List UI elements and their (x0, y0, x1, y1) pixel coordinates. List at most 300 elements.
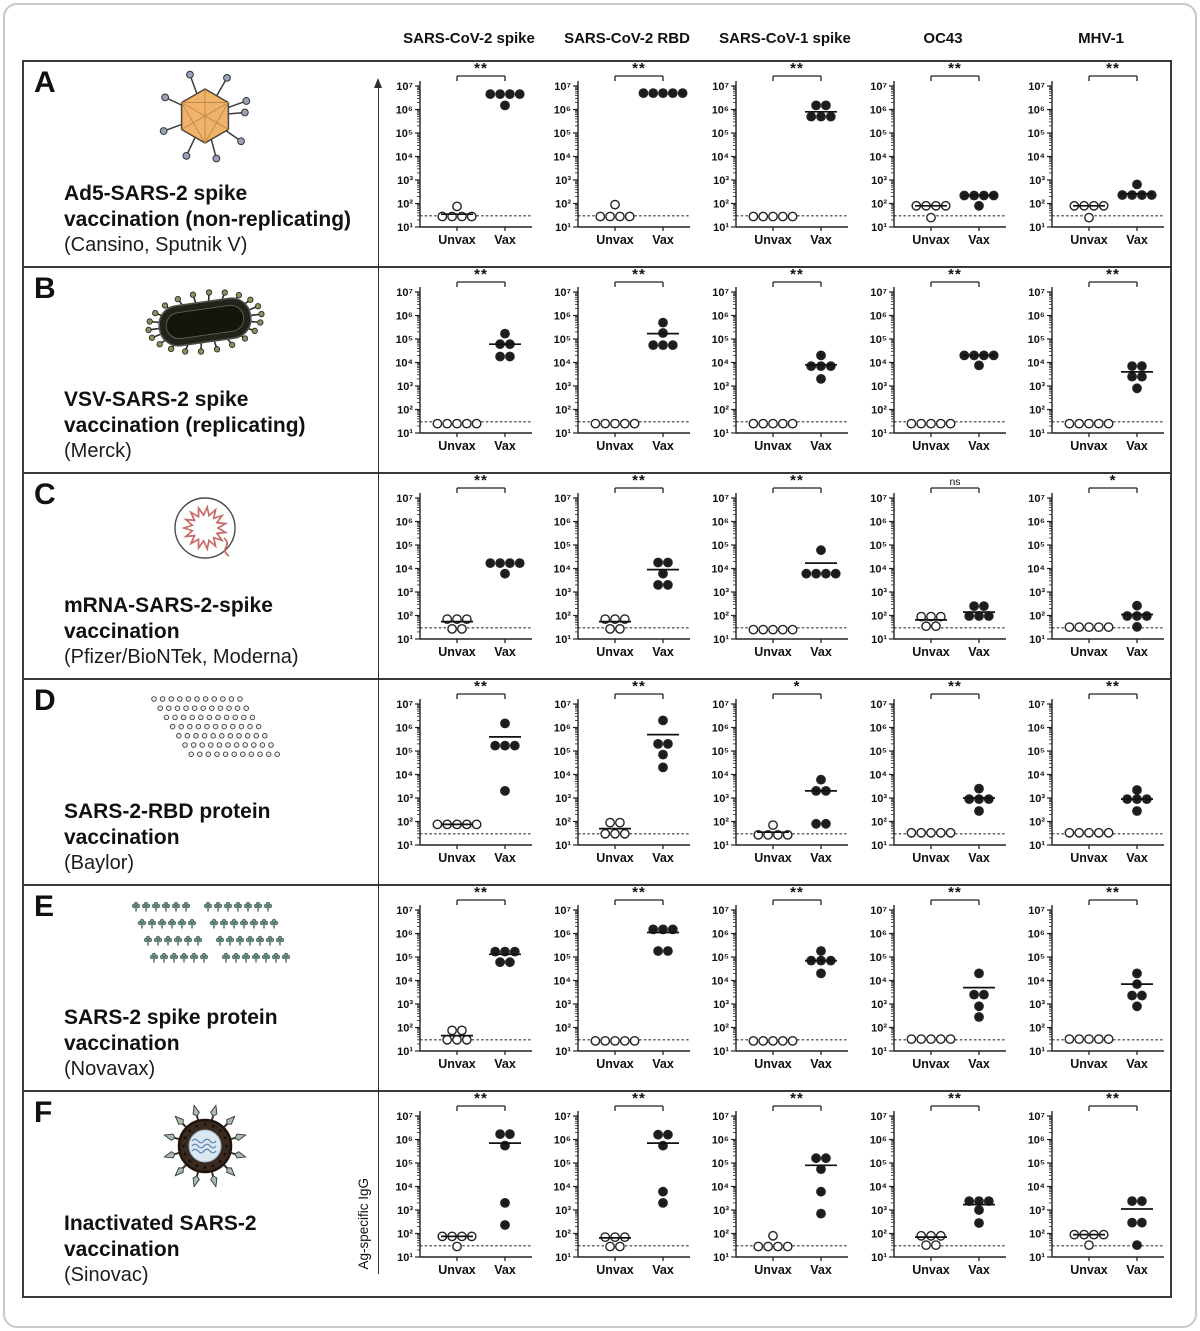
x-tick-label: Unvax (438, 233, 476, 247)
y-tick-label: 10² (555, 610, 571, 623)
corona-spike-head (164, 1152, 175, 1158)
x-tick-label: Unvax (596, 851, 634, 865)
scatter-plot-svg (1012, 62, 1170, 264)
data-point-unvax (606, 1242, 614, 1250)
scatter-plot-svg (854, 886, 1012, 1088)
scatter-plot (696, 1092, 854, 1294)
data-point-unvax (1095, 623, 1103, 631)
data-point-unvax (463, 1036, 471, 1044)
y-tick-label: 10⁷ (396, 80, 413, 93)
data-point-vax (654, 558, 662, 566)
envelope-dot (184, 1153, 187, 1156)
envelope-dot (225, 1145, 228, 1148)
data-point-vax (817, 947, 825, 955)
spike-head (152, 953, 156, 957)
scatter-plot-svg (538, 1092, 696, 1294)
significance-label: ** (790, 62, 804, 77)
y-tick-label: 10⁴ (711, 975, 729, 988)
data-point-unvax (443, 419, 451, 427)
protein-dots-icon (120, 686, 290, 782)
spike-head (134, 902, 138, 906)
data-point-vax (1138, 372, 1146, 380)
spike-head (284, 953, 288, 957)
y-tick-label: 10⁵ (553, 1157, 571, 1170)
data-point-vax (975, 784, 983, 792)
data-point-unvax (611, 1037, 619, 1045)
spike-head (246, 902, 250, 906)
data-point-unvax (1085, 1241, 1093, 1249)
spike-head (218, 936, 222, 940)
spike-head (232, 919, 236, 923)
scatter-plot (380, 62, 538, 264)
panel-letter: E (34, 890, 55, 923)
data-point-unvax (788, 419, 796, 427)
data-point-vax (822, 820, 830, 828)
y-tick-label: 10¹ (555, 633, 571, 646)
data-point-unvax (907, 829, 915, 837)
spike-knob (229, 342, 235, 348)
x-tick-label: Unvax (1070, 851, 1108, 865)
data-point-vax (659, 763, 667, 771)
plots (380, 1092, 1170, 1296)
x-tick-label: Vax (810, 233, 832, 247)
data-point-vax (817, 546, 825, 554)
scatter-plot (854, 1092, 1012, 1294)
data-point-vax (669, 341, 677, 349)
significance-label: ** (474, 474, 488, 489)
data-point-vax (822, 101, 830, 109)
protein-dot (243, 743, 248, 748)
y-tick-label: 10⁵ (395, 127, 413, 140)
data-point-unvax (1065, 419, 1073, 427)
data-point-unvax (1075, 1035, 1083, 1043)
data-point-vax (1133, 602, 1141, 610)
y-tick-label: 10⁴ (395, 1181, 413, 1194)
envelope-dot (195, 1165, 198, 1168)
vaccine-title (64, 387, 306, 440)
scatter-plot (854, 680, 1012, 882)
vaccine-manufacturer: (Baylor) (64, 852, 135, 874)
protein-dot (245, 734, 250, 739)
data-point-unvax (1095, 829, 1103, 837)
data-point-unvax (453, 419, 461, 427)
column-header: OC43 (923, 30, 963, 47)
y-tick-label: 10⁶ (395, 310, 413, 323)
data-point-unvax (630, 419, 638, 427)
data-point-vax (1148, 191, 1156, 199)
spike-head (242, 919, 246, 923)
fiber-knob (162, 94, 169, 101)
figure-box (22, 60, 1172, 1298)
scatter-plot (380, 1092, 538, 1294)
protein-dot (250, 715, 255, 720)
x-tick-label: Vax (968, 645, 990, 659)
data-point-unvax (621, 1037, 629, 1045)
data-point-unvax (932, 622, 940, 630)
data-point-vax (975, 612, 983, 620)
fiber-knob (243, 98, 250, 105)
significance-label: ** (948, 62, 962, 77)
y-tick-label: 10⁴ (1027, 769, 1045, 782)
protein-dot (232, 752, 237, 757)
y-tick-label: 10¹ (397, 839, 413, 852)
x-tick-label: Vax (1126, 1263, 1148, 1277)
corona-spike-head (211, 1176, 217, 1187)
y-tick-label: 10¹ (555, 1251, 571, 1264)
scatter-plot (696, 474, 854, 676)
y-tick-label: 10¹ (1029, 633, 1045, 646)
y-tick-label: 10⁵ (711, 333, 729, 346)
scatter-plot-svg (1012, 680, 1170, 882)
y-tick-label: 10² (1029, 1228, 1045, 1241)
protein-dot (213, 724, 218, 729)
data-point-vax (506, 958, 514, 966)
significance-label: ** (474, 680, 488, 695)
y-tick-label: 10³ (713, 586, 729, 599)
y-tick-label: 10⁵ (553, 951, 571, 964)
y-tick-label: 10⁴ (869, 1181, 887, 1194)
data-point-vax (1133, 969, 1141, 977)
protein-dot (198, 752, 203, 757)
data-point-vax (970, 990, 978, 998)
y-tick-label: 10⁷ (554, 286, 571, 299)
y-tick-label: 10⁶ (553, 928, 571, 941)
x-tick-label: Vax (810, 439, 832, 453)
y-tick-label: 10⁴ (711, 563, 729, 576)
y-tick-label: 10⁴ (869, 563, 887, 576)
envelope-dot (195, 1125, 198, 1128)
fiber-knob (224, 74, 231, 81)
significance-label: ** (632, 1092, 646, 1107)
x-tick-label: Vax (494, 1057, 516, 1071)
plots (380, 62, 1170, 266)
data-point-vax (1128, 991, 1136, 999)
protein-dot (229, 697, 234, 702)
scatter-plot-svg (380, 680, 538, 882)
data-point-unvax (927, 829, 935, 837)
data-point-vax (980, 602, 988, 610)
data-point-vax (664, 947, 672, 955)
protein-dot (164, 715, 169, 720)
scatter-plot-svg (538, 886, 696, 1088)
data-point-vax (985, 795, 993, 803)
y-tick-label: 10⁵ (1027, 333, 1045, 346)
data-point-vax (812, 820, 820, 828)
spike-knob (252, 328, 258, 334)
data-point-unvax (1075, 419, 1083, 427)
protein-dot (190, 715, 195, 720)
data-point-vax (1133, 180, 1141, 188)
y-tick-label: 10⁷ (554, 492, 571, 505)
scatter-plot (854, 474, 1012, 676)
vaccine-title-line: Ad5-SARS-2 spike (64, 181, 248, 205)
data-point-unvax (1085, 1035, 1093, 1043)
scatter-plot (538, 268, 696, 470)
row-label-area (24, 886, 380, 1090)
significance-label: ** (632, 680, 646, 695)
y-tick-label: 10¹ (555, 1045, 571, 1058)
protein-dot (183, 743, 188, 748)
data-point-unvax (749, 625, 757, 633)
protein-dot (194, 734, 199, 739)
data-point-unvax (917, 829, 925, 837)
x-tick-label: Unvax (596, 645, 634, 659)
data-point-vax (516, 559, 524, 567)
data-point-unvax (611, 419, 619, 427)
spike-knob (222, 290, 228, 296)
data-point-vax (659, 570, 667, 578)
y-tick-label: 10¹ (713, 839, 729, 852)
protein-dot (266, 752, 271, 757)
y-tick-label: 10¹ (397, 221, 413, 234)
data-point-vax (486, 90, 494, 98)
scatter-plot (538, 886, 696, 1088)
y-tick-label: 10⁶ (1027, 104, 1045, 117)
envelope-dot (219, 1129, 222, 1132)
scatter-plot-svg (696, 268, 854, 470)
x-tick-label: Vax (652, 1263, 674, 1277)
significance-label: * (1109, 474, 1117, 489)
spike-head (234, 953, 238, 957)
y-tick-label: 10⁵ (869, 539, 887, 552)
data-point-unvax (932, 1241, 940, 1249)
vaccine-title-line: vaccination (64, 1237, 180, 1261)
data-point-vax (654, 947, 662, 955)
corona-spike-head (164, 1134, 175, 1140)
y-tick-label: 10³ (1029, 792, 1045, 805)
x-tick-label: Unvax (438, 851, 476, 865)
protein-dot (242, 715, 247, 720)
scatter-plot (380, 680, 538, 882)
data-point-vax (649, 341, 657, 349)
y-tick-label: 10⁷ (870, 698, 887, 711)
x-tick-label: Vax (652, 1057, 674, 1071)
significance-label: ** (474, 62, 488, 77)
x-tick-label: Vax (968, 1263, 990, 1277)
data-point-vax (511, 741, 519, 749)
data-point-unvax (922, 1241, 930, 1249)
protein-dot (254, 734, 259, 739)
x-tick-label: Unvax (912, 851, 950, 865)
y-tick-label: 10⁴ (395, 151, 413, 164)
y-tick-label: 10⁴ (553, 357, 571, 370)
vaccine-row (24, 472, 1170, 678)
data-point-unvax (917, 1232, 925, 1240)
protein-dot (185, 734, 190, 739)
data-point-unvax (1075, 829, 1083, 837)
protein-dot (249, 752, 254, 757)
y-tick-label: 10⁶ (869, 722, 887, 735)
protein-dot (158, 706, 163, 711)
spike-head (186, 936, 190, 940)
spike-head (216, 902, 220, 906)
data-point-unvax (749, 419, 757, 427)
x-tick-label: Vax (1126, 1057, 1148, 1071)
protein-dot (235, 706, 240, 711)
y-tick-label: 10⁶ (1027, 516, 1045, 529)
y-tick-label: 10² (397, 404, 413, 417)
data-point-unvax (1104, 623, 1112, 631)
row-label-area (24, 474, 380, 678)
data-point-unvax (927, 1035, 935, 1043)
y-tick-label: 10⁶ (395, 516, 413, 529)
spike-knob (157, 341, 163, 347)
data-point-vax (1138, 1218, 1146, 1226)
data-point-vax (501, 329, 509, 337)
data-point-vax (1143, 612, 1151, 620)
data-point-unvax (769, 1037, 777, 1045)
vaccine-row (24, 62, 1170, 266)
y-tick-label: 10³ (397, 380, 413, 393)
y-tick-label: 10⁷ (1028, 80, 1045, 93)
y-tick-label: 10² (397, 1228, 413, 1241)
y-tick-label: 10³ (713, 174, 729, 187)
scatter-plot-svg (380, 62, 538, 264)
spike-head (258, 936, 262, 940)
data-point-unvax (917, 419, 925, 427)
y-tick-label: 10⁶ (869, 104, 887, 117)
y-tick-label: 10² (871, 1228, 887, 1241)
data-point-unvax (764, 1242, 772, 1250)
spike-head (254, 953, 258, 957)
y-tick-label: 10⁷ (396, 286, 413, 299)
data-point-vax (1128, 191, 1136, 199)
y-tick-label: 10¹ (713, 221, 729, 234)
data-point-vax (1133, 786, 1141, 794)
x-tick-label: Unvax (912, 645, 950, 659)
protein-dot (216, 715, 221, 720)
y-tick-label: 10⁴ (553, 769, 571, 782)
spike-head (192, 953, 196, 957)
data-point-unvax (1085, 623, 1093, 631)
corona-spike-head (211, 1105, 217, 1116)
data-point-unvax (788, 1037, 796, 1045)
vaccine-title (64, 181, 351, 234)
significance-label: ** (632, 268, 646, 283)
y-tick-label: 10⁶ (1027, 722, 1045, 735)
protein-dot (223, 752, 228, 757)
data-point-vax (975, 361, 983, 369)
y-tick-label: 10⁵ (395, 745, 413, 758)
data-point-vax (501, 1221, 509, 1229)
y-tick-label: 10¹ (713, 427, 729, 440)
significance-label: ** (474, 1092, 488, 1107)
y-tick-label: 10³ (871, 380, 887, 393)
data-point-unvax (591, 1037, 599, 1045)
spike-head (146, 936, 150, 940)
x-tick-label: Unvax (912, 1057, 950, 1071)
significance-label: ** (632, 886, 646, 901)
plots (380, 474, 1170, 678)
significance-label: ** (948, 1092, 962, 1107)
data-point-vax (832, 570, 840, 578)
data-point-unvax (1104, 829, 1112, 837)
y-tick-label: 10⁷ (870, 492, 887, 505)
y-tick-label: 10¹ (397, 1045, 413, 1058)
spike-knob (206, 289, 212, 295)
y-tick-label: 10³ (1029, 586, 1045, 599)
y-tick-label: 10² (1029, 610, 1045, 623)
row-label-area (24, 62, 380, 266)
spike-head (172, 953, 176, 957)
protein-dot (260, 743, 265, 748)
corona-spike-head (175, 1168, 183, 1176)
data-point-vax (659, 1199, 667, 1207)
data-point-vax (506, 1130, 514, 1138)
spike-head (154, 902, 158, 906)
y-axis-label: Ag-specific IgG (356, 1178, 371, 1270)
significance-label: ** (474, 268, 488, 283)
spike-head (184, 902, 188, 906)
data-point-vax (1128, 1197, 1136, 1205)
protein-dot (195, 697, 200, 702)
scatter-plot (854, 268, 1012, 470)
scatter-plot (380, 268, 538, 470)
spike-knob (152, 310, 158, 316)
significance-label: ** (632, 474, 646, 489)
data-point-vax (496, 352, 504, 360)
data-point-vax (496, 559, 504, 567)
scatter-plot-svg (538, 474, 696, 676)
data-point-vax (817, 112, 825, 120)
data-point-vax (1123, 612, 1131, 620)
data-point-vax (970, 602, 978, 610)
data-point-vax (827, 112, 835, 120)
y-tick-label: 10⁶ (395, 1134, 413, 1147)
y-tick-label: 10⁴ (711, 769, 729, 782)
y-tick-label: 10³ (555, 1204, 571, 1217)
y-tick-label: 10⁷ (396, 698, 413, 711)
vaccine-title (64, 1005, 278, 1058)
vaccine-title-line: mRNA-SARS-2-spike (64, 593, 273, 617)
y-tick-label: 10³ (1029, 998, 1045, 1011)
scatter-plot (696, 268, 854, 470)
data-point-vax (659, 716, 667, 724)
data-point-vax (812, 101, 820, 109)
fiber-knob (241, 109, 248, 116)
scatter-plot (854, 886, 1012, 1088)
y-tick-label: 10⁷ (1028, 1110, 1045, 1123)
y-tick-label: 10⁷ (1028, 698, 1045, 711)
scatter-plot (696, 62, 854, 264)
data-point-vax (678, 89, 686, 97)
corona-spike-head (227, 1116, 235, 1124)
y-tick-label: 10³ (871, 174, 887, 187)
y-tick-label: 10¹ (1029, 1251, 1045, 1264)
scatter-plot (538, 1092, 696, 1294)
y-tick-label: 10⁴ (553, 975, 571, 988)
data-point-unvax (759, 625, 767, 633)
protein-dot (177, 734, 182, 739)
vaccine-title (64, 593, 299, 646)
vaccine-title-line: vaccination (64, 1031, 180, 1055)
y-tick-label: 10⁶ (553, 310, 571, 323)
vaccine-caption (64, 593, 299, 671)
vaccine-caption (64, 1211, 257, 1289)
y-tick-label: 10⁴ (1027, 1181, 1045, 1194)
envelope-dot (212, 1125, 215, 1128)
spike-head (206, 902, 210, 906)
data-point-unvax (621, 419, 629, 427)
scatter-plot (1012, 1092, 1170, 1294)
data-point-unvax (1085, 829, 1093, 837)
x-tick-label: Unvax (754, 233, 792, 247)
data-point-unvax (749, 1037, 757, 1045)
significance-label: ** (948, 268, 962, 283)
x-tick-label: Unvax (912, 439, 950, 453)
y-tick-label: 10⁴ (711, 357, 729, 370)
y-tick-label: 10⁷ (712, 492, 729, 505)
